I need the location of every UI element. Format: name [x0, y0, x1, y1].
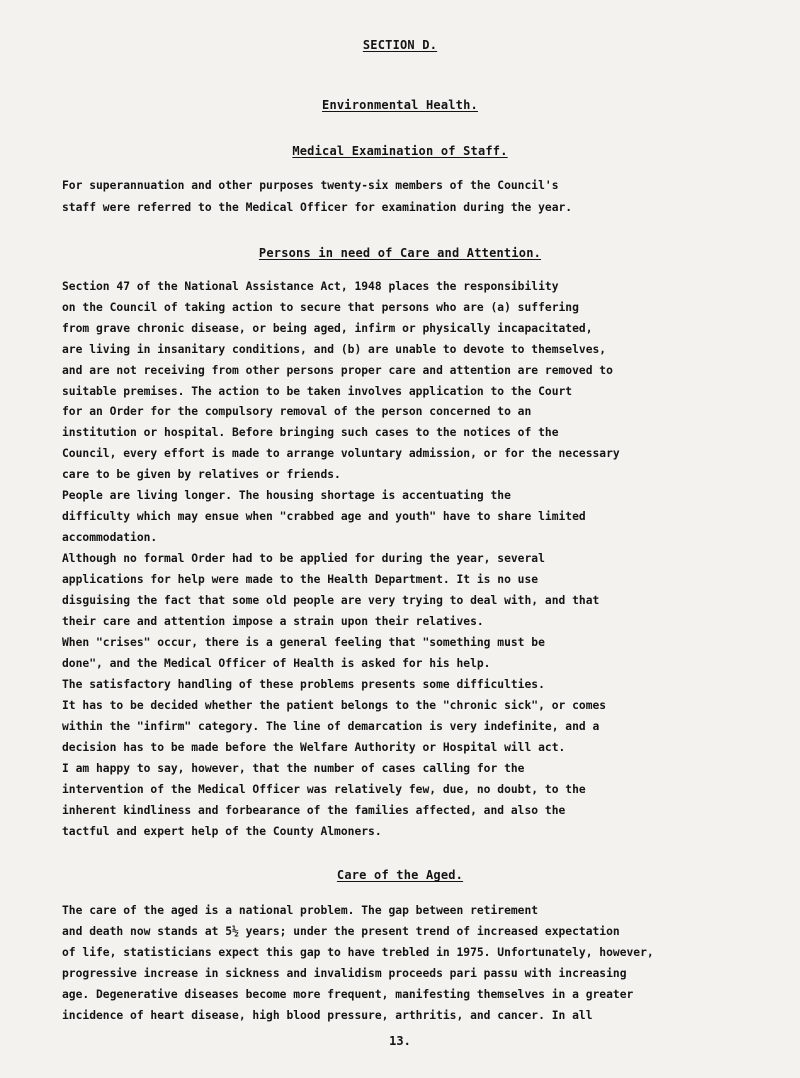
aged-line: age. Degenerative diseases become more frequent, manifesting themselves in a greater — [62, 988, 634, 1001]
persons-line: It has to be decided whether the patient belongs to the "chronic sick", or comes — [62, 699, 607, 712]
persons-line: institution or hospital. Before bringing such cases to the notices of the — [62, 426, 559, 439]
persons-line: on the Council of taking action to secure that persons who are (a) suffering — [62, 301, 579, 314]
persons-line: tactful and expert help of the County Almoners. — [62, 825, 382, 838]
persons-line: inherent kindliness and forbearance of the families affected, and also the — [62, 804, 566, 817]
persons-line: intervention of the Medical Officer was relatively few, due, no doubt, to the — [62, 783, 586, 796]
persons-line: for an Order for the compulsory removal of the person concerned to an — [62, 405, 532, 418]
aged-line: The care of the aged is a national problem. The gap between retirement — [62, 904, 539, 917]
medical-heading: Medical Examination of Staff. — [292, 144, 508, 158]
persons-line: suitable premises. The action to be taken involves application to the Court — [62, 385, 573, 398]
persons-line: When "crises" occur, there is a general feeling that "something must be — [62, 636, 545, 649]
persons-line: The satisfactory handling of these problems presents some difficulties. — [62, 678, 545, 691]
persons-line: disguising the fact that some old people are very trying to deal with, and that — [62, 594, 600, 607]
persons-line: Although no formal Order had to be applied for during the year, several — [62, 552, 545, 565]
persons-line: within the "infirm" category. The line of demarcation is very indefinite, and a — [62, 720, 600, 733]
persons-line: and are not receiving from other persons proper care and attention are removed to — [62, 364, 613, 377]
persons-line: are living in insanitary conditions, and (b) are unable to devote to themselves, — [62, 343, 607, 356]
persons-line: done", and the Medical Officer of Health is asked for his help. — [62, 657, 491, 670]
aged-line: incidence of heart disease, high blood pressure, arthritis, and cancer. In all — [62, 1009, 593, 1022]
persons-line: I am happy to say, however, that the number of cases calling for the — [62, 762, 525, 775]
aged-line: progressive increase in sickness and invalidism proceeds pari passu with increasing — [62, 967, 627, 980]
persons-line: decision has to be made before the Welfare Authority or Hospital will act. — [62, 741, 566, 754]
persons-line: difficulty which may ensue when "crabbed age and youth" have to share limited — [62, 510, 586, 523]
persons-line: People are living longer. The housing shortage is accentuating the — [62, 489, 511, 502]
aged-heading: Care of the Aged. — [336, 868, 464, 882]
persons-line: Council, every effort is made to arrange voluntary admission, or for the necessary — [62, 447, 620, 460]
page-number: 13. — [389, 1034, 411, 1048]
persons-line: applications for help were made to the Health Department. It is no use — [62, 573, 539, 586]
aged-line: of life, statisticians expect this gap to have trebled in 1975. Unfortunately, however, — [62, 946, 654, 959]
persons-heading: Persons in need of Care and Attention. — [258, 246, 542, 260]
medical-line: For superannuation and other purposes twenty-six members of the Council's — [62, 179, 559, 192]
section-title: SECTION D. — [362, 38, 438, 52]
persons-line: Section 47 of the National Assistance Act, 1948 places the responsibility — [62, 280, 559, 293]
aged-line: and death now stands at 5½ years; under the present trend of increased expectation — [62, 925, 620, 938]
persons-line: accommodation. — [62, 531, 158, 544]
medical-line: staff were referred to the Medical Officer for examination during the year. — [62, 201, 573, 214]
persons-line: their care and attention impose a strain upon their relatives. — [62, 615, 484, 628]
persons-line: care to be given by relatives or friends. — [62, 468, 341, 481]
main-heading: Environmental Health. — [322, 98, 478, 112]
persons-line: from grave chronic disease, or being aged, infirm or physically incapacitated, — [62, 322, 593, 335]
